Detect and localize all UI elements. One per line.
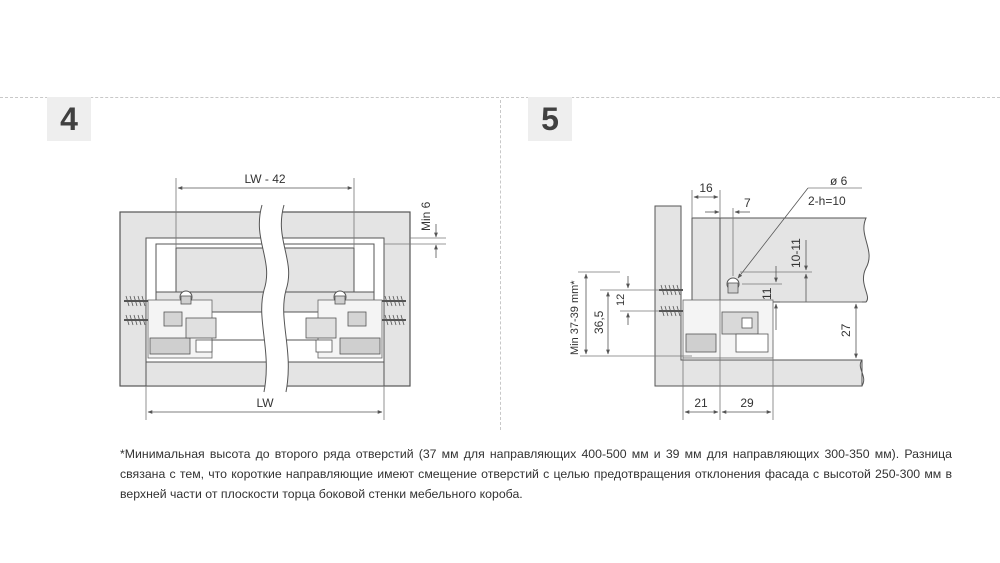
dimension-12 (615, 276, 659, 325)
label-diameter: ø 6 (830, 174, 848, 188)
label-16: 16 (699, 181, 713, 195)
step-5-badge: 5 (528, 97, 572, 141)
step-4-badge: 4 (47, 97, 91, 141)
label-36-5: 36,5 (592, 310, 606, 334)
label-10-11: 10-11 (789, 238, 803, 268)
figure-4-drawer-front-view (120, 172, 446, 420)
footnote: *Минимальная высота до второго ряда отверстий (37 мм для направляющих 400-500 мм и 39 мм для направляющих 300-350 мм). Разница связана с тем, что короткие направляющие имеют смещение отверстий с целью предотвращения отклонения фасада с высотой 250-300 мм в верхней части от плоскости торца боковой стенки мебельного короба. (120, 447, 952, 501)
label-11: 11 (760, 287, 774, 300)
label-7: 7 (744, 196, 751, 210)
label-min-37-39: Min 37-39 mm* (569, 280, 581, 355)
label-holes: 2-h=10 (808, 194, 846, 208)
label-12: 12 (615, 293, 627, 306)
dimension-16 (692, 181, 720, 218)
label-29: 29 (740, 396, 754, 410)
dimension-27 (780, 302, 866, 360)
drawer-side (692, 218, 720, 310)
label-27: 27 (839, 323, 853, 337)
label-lw-42: LW - 42 (244, 172, 286, 186)
label-21: 21 (694, 396, 708, 410)
label-lw: LW (256, 396, 274, 410)
label-min-6: Min 6 (419, 201, 433, 231)
figure-5-side-section (569, 174, 869, 420)
left-runner (148, 291, 216, 358)
